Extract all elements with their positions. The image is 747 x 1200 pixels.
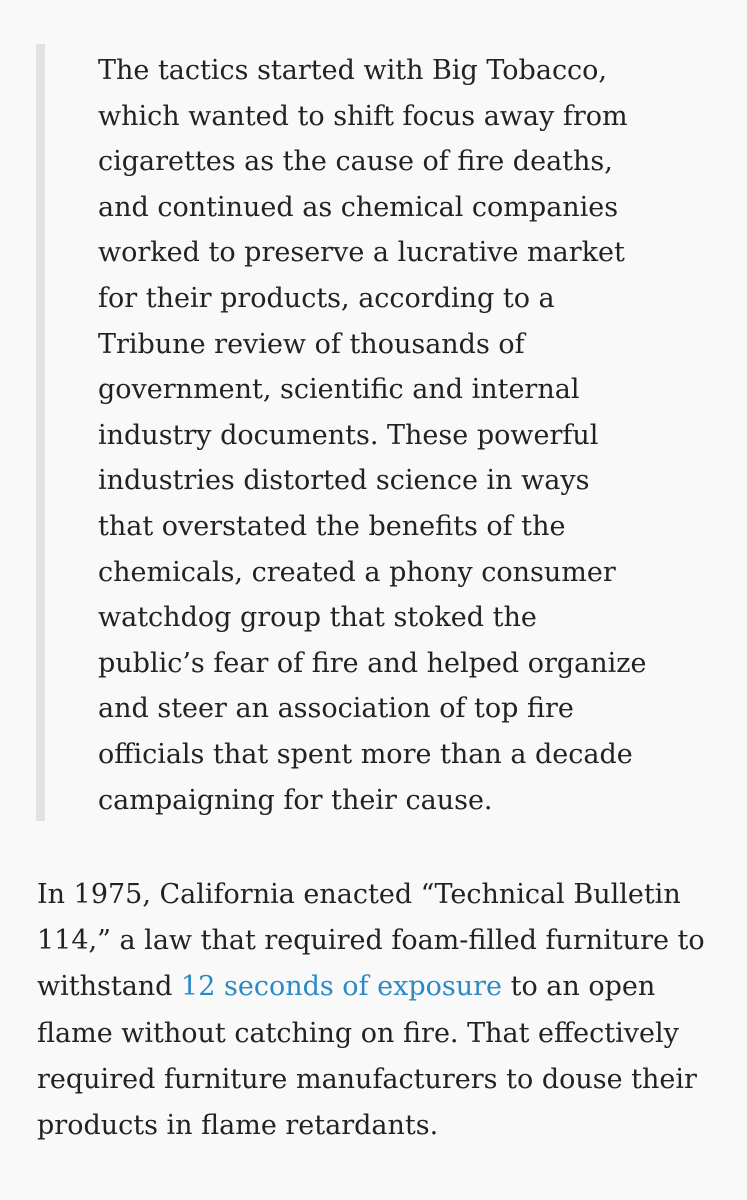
quote-bar (36, 44, 45, 821)
paragraph-text: to an open (502, 971, 656, 1003)
paragraph-line: products in flame retardants. (37, 1109, 439, 1141)
pull-quote-line: public’s fear of fire and helped organize (98, 647, 647, 679)
pull-quote-line: worked to preserve a lucrative market (98, 237, 625, 269)
pull-quote-line: industry documents. These powerful (98, 419, 599, 451)
body-paragraph (37, 872, 717, 1149)
paragraph-line: 114,” a law that required foam-filled furniture to (37, 925, 705, 957)
pull-quote-line: that overstated the benefits of the (98, 510, 566, 542)
pull-quote-line: and continued as chemical companies (98, 191, 619, 223)
pull-quote-line: The tactics started with Big Tobacco, (98, 55, 608, 86)
paragraph-line: required furniture manufacturers to douse their (37, 1063, 697, 1095)
paragraph-text: withstand (37, 971, 182, 1003)
paragraph-line (37, 964, 717, 1010)
pull-quote-line: watchdog group that stoked the (98, 602, 537, 634)
pull-quote-line: cigarettes as the cause of fire deaths, (98, 146, 613, 178)
pull-quote-line: chemicals, created a phony consumer (98, 556, 616, 588)
pull-quote-line: which wanted to shift focus away from (98, 100, 628, 132)
exposure-link[interactable]: 12 seconds of exposure (181, 971, 503, 1003)
pull-quote-line: campaigning for their cause. (98, 784, 493, 816)
pull-quote-text (98, 48, 676, 823)
pull-quote-line: officials that spent more than a decade (98, 738, 633, 770)
paragraph-line: flame without catching on fire. That effectively (37, 1017, 679, 1049)
pull-quote-line: industries distorted science in ways (98, 465, 590, 497)
pull-quote-line: for their products, according to a (98, 282, 555, 314)
pull-quote-line: government, scientific and internal (98, 374, 580, 406)
pull-quote-line: and steer an association of top fire (98, 693, 574, 725)
pull-quote (36, 44, 676, 821)
paragraph-line: In 1975, California enacted “Technical Bulletin (37, 879, 681, 910)
pull-quote-line: Tribune review of thousands of (98, 328, 525, 360)
